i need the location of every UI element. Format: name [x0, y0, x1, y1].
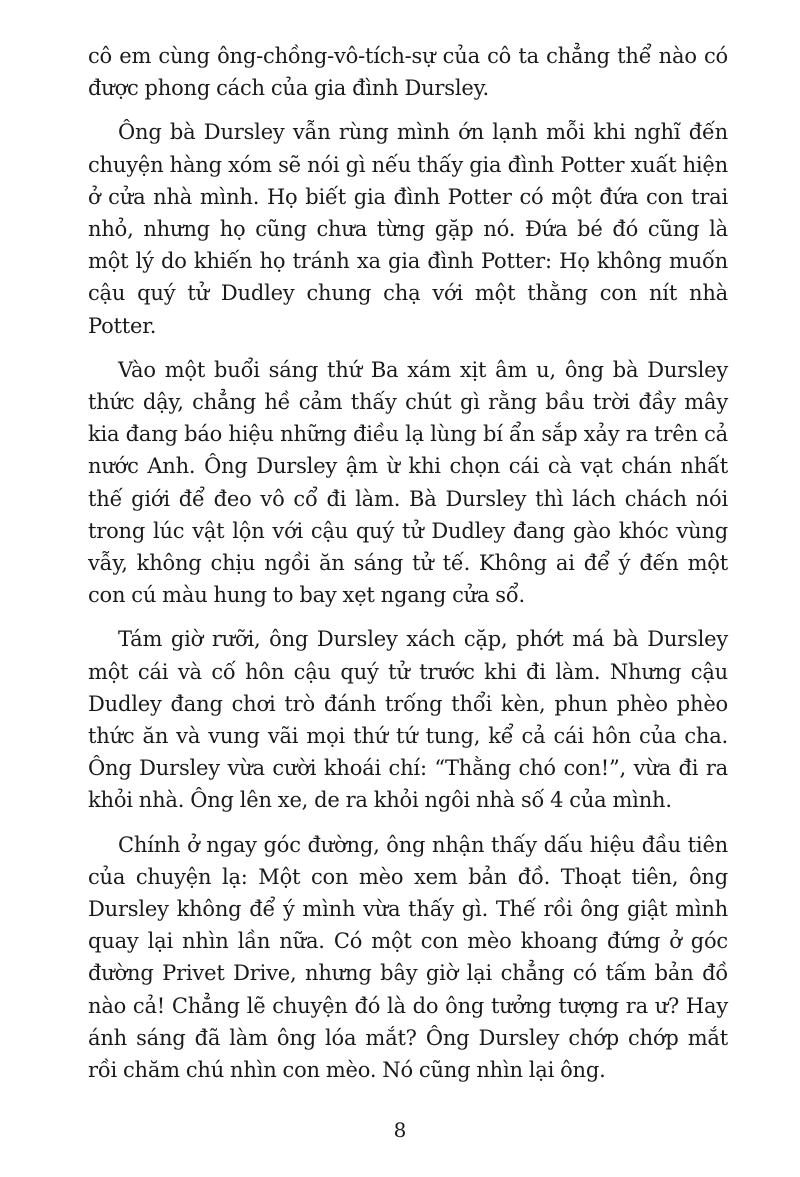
paragraph-continued: cô em cùng ông-chồng-vô-tích-sự của cô ta chẳng thể nào có được phong cách của gia đình Dursley.	[88, 44, 728, 101]
paragraph: Chính ở ngay góc đường, ông nhận thấy dấu hiệu đầu tiên của chuyện lạ: Một con mèo xem bản đồ. Thoạt tiên, ông Dursley không để ý mình vừa thấy gì. Thế rồi ông giật mình quay lại nhìn lần nữa. Có một con mèo khoang đứng ở góc đường Privet Drive, nhưng bây giờ lại chẳng có tấm bản đồ nào cả! Chẳng lẽ chuyện đó là do ông tưởng tượng ra ư? Hay ánh sáng đã làm ông lóa mắt? Ông Dursley chớp chớp mắt rồi chăm chú nhìn con mèo. Nó cũng nhìn lại ông.	[88, 832, 728, 1083]
paragraph: Vào một buổi sáng thứ Ba xám xịt âm u, ông bà Dursley thức dậy, chẳng hề cảm thấy chút gì rằng bầu trời đầy mây kia đang báo hiệu những điều lạ lùng bí ẩn sắp xảy ra trên cả nước Anh. Ông Dursley ậm ừ khi chọn cái cà vạt chán nhất thế giới để đeo vô cổ đi làm. Bà Dursley thì lách chách nói trong lúc vật lộn với cậu quý tử Dudley đang gào khóc vùng vẫy, không chịu ngồi ăn sáng tử tế. Không ai để ý đến một con cú màu hung to bay xẹt ngang cửa sổ.	[88, 357, 728, 608]
paragraph: Tám giờ rưỡi, ông Dursley xách cặp, phớt má bà Dursley một cái và cố hôn cậu quý tử trước khi đi làm. Nhưng cậu Dudley đang chơi trò đánh trống thổi kèn, phun phèo phèo thức ăn và vung vãi mọi thứ tứ tung, kể cả cái hôn của cha. Ông Dursley vừa cười khoái chí: “Thằng chó con!”, vừa đi ra khỏi nhà. Ông lên xe, de ra khỏi ngôi nhà số 4 của mình.	[88, 627, 728, 813]
page-number: 8	[393, 1118, 407, 1142]
paragraph: Ông bà Dursley vẫn rùng mình ớn lạnh mỗi khi nghĩ đến chuyện hàng xóm sẽ nói gì nếu thấy gia đình Potter xuất hiện ở cửa nhà mình. Họ biết gia đình Potter có một đứa con trai nhỏ, nhưng họ cũng chưa từng gặp nó. Đứa bé đó cũng là một lý do khiến họ tránh xa gia đình Potter: Họ không muốn cậu quý tử Dudley chung chạ với một thằng con nít nhà Potter.	[88, 120, 728, 338]
body-text	[88, 40, 728, 1098]
